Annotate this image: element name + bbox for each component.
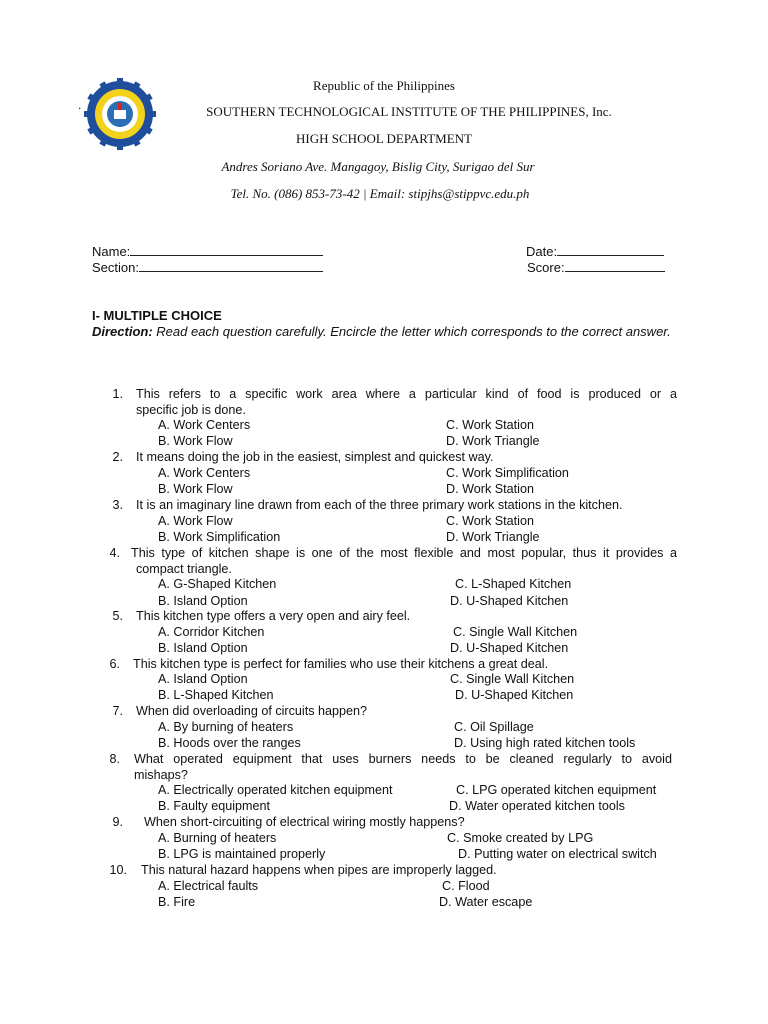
- score-line: [565, 260, 665, 272]
- option-a[interactable]: A. Work Centers: [158, 466, 251, 480]
- name-line: [130, 244, 323, 256]
- question-text: This refers to a specific work area where a particular kind of food is produced or a: [136, 387, 677, 401]
- option-c[interactable]: C. Smoke created by LPG: [447, 831, 594, 845]
- option-d[interactable]: D. Work Triangle: [446, 434, 540, 448]
- date-line: [557, 244, 664, 256]
- option-c[interactable]: C. L-Shaped Kitchen: [455, 577, 572, 591]
- name-field[interactable]: [92, 244, 323, 259]
- section-title: I- MULTIPLE CHOICE: [92, 308, 222, 323]
- question-number: 10.: [109, 863, 127, 877]
- option-b[interactable]: B. Work Simplification: [158, 530, 281, 544]
- question-number: 8.: [109, 752, 120, 766]
- option-d[interactable]: D. Water operated kitchen tools: [449, 799, 625, 813]
- option-a[interactable]: A. G-Shaped Kitchen: [158, 577, 277, 591]
- section-field[interactable]: [92, 260, 323, 275]
- question-number: 2.: [112, 450, 123, 464]
- question-text-cont: compact triangle.: [136, 562, 232, 576]
- question-text: This kitchen type is perfect for families who use their kitchens a great deal.: [133, 657, 549, 671]
- question-text: This natural hazard happens when pipes are improperly lagged.: [141, 863, 497, 877]
- question-number: 3.: [112, 498, 123, 512]
- name-label: Name:: [92, 244, 131, 259]
- question-text: This type of kitchen shape is one of the most flexible and most popular, thus it provides a: [131, 546, 677, 560]
- option-c[interactable]: C. Work Station: [446, 418, 534, 432]
- option-a[interactable]: A. Island Option: [158, 672, 248, 686]
- option-d[interactable]: D. Using high rated kitchen tools: [454, 736, 636, 750]
- option-a[interactable]: A. Electrically operated kitchen equipment: [158, 783, 393, 797]
- option-b[interactable]: B. Hoods over the ranges: [158, 736, 301, 750]
- option-c[interactable]: C. Flood: [442, 879, 490, 893]
- direction-label: Direction:: [92, 324, 153, 339]
- option-b[interactable]: B. LPG is maintained properly: [158, 847, 326, 861]
- option-d[interactable]: D. Water escape: [439, 895, 533, 909]
- option-c[interactable]: C. Single Wall Kitchen: [453, 625, 578, 639]
- header-department: HIGH SCHOOL DEPARTMENT: [296, 131, 472, 146]
- option-c[interactable]: C. Oil Spillage: [454, 720, 534, 734]
- option-a[interactable]: A. Burning of heaters: [158, 831, 277, 845]
- question-text: This kitchen type offers a very open and airy feel.: [136, 609, 411, 623]
- option-c[interactable]: C. LPG operated kitchen equipment: [456, 783, 657, 797]
- header-republic: Republic of the Philippines: [313, 78, 455, 93]
- question-text-cont: specific job is done.: [136, 403, 246, 417]
- question-text: It is an imaginary line drawn from each of the three primary work stations in the kitchen.: [136, 498, 623, 512]
- question-number: 6.: [109, 657, 120, 671]
- score-field[interactable]: [527, 260, 665, 275]
- question-number: 5.: [112, 609, 123, 623]
- option-d[interactable]: D. U-Shaped Kitchen: [455, 688, 574, 702]
- option-b[interactable]: B. Work Flow: [158, 434, 233, 448]
- option-b[interactable]: B. Island Option: [158, 594, 248, 608]
- option-a[interactable]: A. Work Centers: [158, 418, 251, 432]
- option-d[interactable]: D. Putting water on electrical switch: [458, 847, 657, 861]
- date-field[interactable]: [526, 244, 664, 259]
- header-school-name: SOUTHERN TECHNOLOGICAL INSTITUTE OF THE PHILIPPINES, Inc.: [206, 104, 612, 119]
- date-label: Date:: [526, 244, 558, 259]
- option-d[interactable]: D. Work Station: [446, 482, 534, 496]
- option-b[interactable]: B. Fire: [158, 895, 196, 909]
- question-text-cont: mishaps?: [134, 768, 188, 782]
- option-b[interactable]: B. Faulty equipment: [158, 799, 271, 813]
- option-a[interactable]: A. Electrical faults: [158, 879, 259, 893]
- question-text: What operated equipment that uses burners needs to be cleaned regularly to avoid: [134, 752, 672, 766]
- option-a[interactable]: A. Corridor Kitchen: [158, 625, 265, 639]
- option-a[interactable]: A. By burning of heaters: [158, 720, 294, 734]
- section-line: [139, 260, 323, 272]
- option-b[interactable]: B. L-Shaped Kitchen: [158, 688, 274, 702]
- score-label: Score:: [527, 260, 565, 275]
- option-b[interactable]: B. Island Option: [158, 641, 248, 655]
- option-a[interactable]: A. Work Flow: [158, 514, 233, 528]
- question-number: 4.: [109, 546, 120, 560]
- stray-dot: .: [78, 98, 82, 112]
- header-contact: Tel. No. (086) 853-73-42 | Email: stipjhs@stippvc.edu.ph: [230, 186, 530, 201]
- direction-paragraph: [92, 323, 692, 340]
- option-d[interactable]: D. U-Shaped Kitchen: [450, 641, 569, 655]
- option-c[interactable]: C. Work Simplification: [446, 466, 569, 480]
- direction-text: Read each question carefully. Encircle the letter which corresponds to the correct answer.: [152, 324, 671, 339]
- question-text: When short-circuiting of electrical wiring mostly happens?: [144, 815, 465, 829]
- option-c[interactable]: C. Work Station: [446, 514, 534, 528]
- question-number: 1.: [112, 387, 123, 401]
- section-label: Section:: [92, 260, 139, 275]
- option-b[interactable]: B. Work Flow: [158, 482, 233, 496]
- question-text: When did overloading of circuits happen?: [136, 704, 368, 718]
- header-address: Andres Soriano Ave. Mangagoy, Bislig City, Surigao del Sur: [221, 159, 535, 174]
- question-text: It means doing the job in the easiest, simplest and quickest way.: [136, 450, 494, 464]
- option-c[interactable]: C. Single Wall Kitchen: [450, 672, 575, 686]
- option-d[interactable]: D. U-Shaped Kitchen: [450, 594, 569, 608]
- option-d[interactable]: D. Work Triangle: [446, 530, 540, 544]
- question-number: 9.: [112, 815, 123, 829]
- question-number: 7.: [112, 704, 123, 718]
